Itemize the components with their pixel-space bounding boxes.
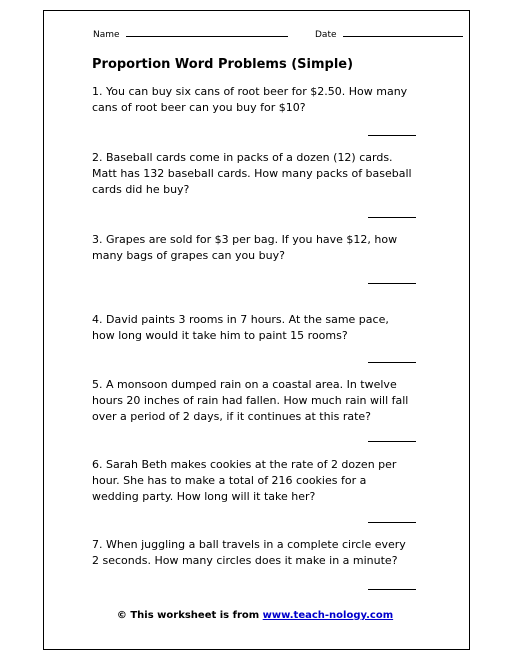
name-label: Name [93, 30, 120, 40]
answer-line-6[interactable] [368, 522, 416, 523]
footer-credit [0, 610, 510, 621]
name-field [93, 28, 288, 41]
footer-prefix: © This worksheet is from [116, 610, 263, 621]
date-label: Date [315, 30, 337, 40]
answer-line-5[interactable] [368, 441, 416, 442]
answer-line-3[interactable] [368, 283, 416, 284]
problem-7: 7. When juggling a ball travels in a complete circle every 2 seconds. How many circles does it make in a minute? [92, 538, 406, 567]
page-title: Proportion Word Problems (Simple) [92, 57, 354, 72]
problem-4: 4. David paints 3 rooms in 7 hours. At the same pace, how long would it take him to paint 15 rooms? [92, 313, 389, 342]
problem-3: 3. Grapes are sold for $3 per bag. If you have $12, how many bags of grapes can you buy? [92, 233, 398, 262]
answer-line-1[interactable] [368, 135, 416, 136]
footer-link[interactable]: www.teach-nology.com [262, 610, 394, 621]
problem-1: 1. You can buy six cans of root beer for $2.50. How many cans of root beer can you buy for $10? [92, 85, 408, 114]
problem-6: 6. Sarah Beth makes cookies at the rate of 2 dozen per hour. She has to make a total of 216 cookies for a wedding party. How long will it take her? [92, 458, 397, 503]
answer-line-7[interactable] [368, 589, 416, 590]
name-answer-line[interactable] [126, 28, 288, 37]
date-answer-line[interactable] [343, 28, 463, 37]
answer-line-4[interactable] [368, 362, 416, 363]
date-field [315, 28, 463, 41]
answer-line-2[interactable] [368, 217, 416, 218]
problem-2: 2. Baseball cards come in packs of a dozen (12) cards. Matt has 132 baseball cards. How many packs of baseball cards did he buy? [92, 151, 412, 196]
problem-5: 5. A monsoon dumped rain on a coastal area. In twelve hours 20 inches of rain had fallen. How much rain will fall over a period of 2 days, if it continues at this rate? [92, 378, 409, 423]
